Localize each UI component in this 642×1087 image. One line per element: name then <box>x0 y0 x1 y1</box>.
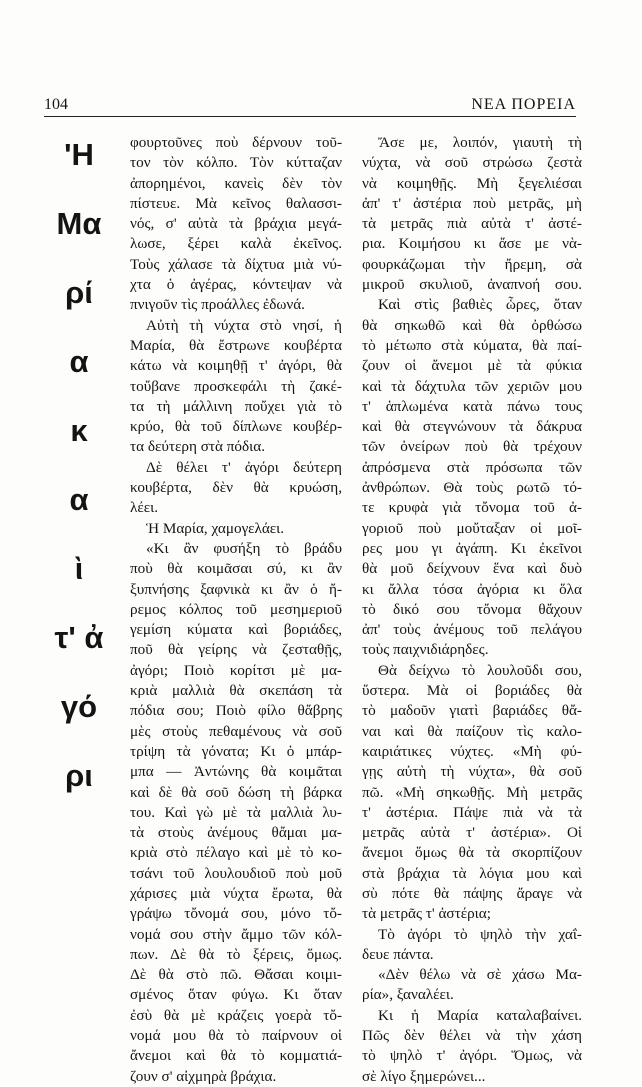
text-line: καὶ τὰ δάχτυλα τῶν χεριῶν μου <box>362 377 582 395</box>
text-line: ρια. Κοιμήσου κι ἄσε με νὰ- <box>362 235 582 253</box>
text-line: ζουν οἱ ἄνεμοι μὲ τὰ φύκια <box>362 357 582 375</box>
text-line: θὰ σηκωθῶ καὶ θὰ ὀρθώσω <box>362 316 582 334</box>
text-line: πνιγοῦν τὶς προάλλες ἐδωνά. <box>130 296 305 314</box>
page-header <box>44 96 576 117</box>
text-line: κριὰ στὸ πέλαγο καὶ μὲ τὸ κο- <box>130 844 342 862</box>
title-fragment: α <box>69 482 89 517</box>
text-line: ρία», ξαναλέει. <box>362 986 454 1004</box>
text-line: τὸ μαδοῦν γιατὶ βαριάδες θἄ- <box>362 702 582 720</box>
text-line: ἐσὺ θὰ μὲ κράζεις γοερὰ τὄ- <box>130 1006 342 1024</box>
text-line: Κι ἡ Μαρία καταλαβαίνει. <box>378 1006 582 1024</box>
text-line: μετρᾶς αὐτὰ τ' ἀστέρια». Οἱ <box>362 824 582 842</box>
text-line: ρεμος κόλπος τοῦ μεσημεριοῦ <box>130 600 342 618</box>
text-line: «Δὲν θέλω νὰ σὲ χάσω Μα- <box>378 966 582 984</box>
text-line: μπα — Ἀντώνης θὰ κοιμᾶται <box>130 763 342 781</box>
text-line: ξυπνήσης ξαφνικὰ κι ἂν ὁ ἤ- <box>130 580 342 598</box>
text-line: δευε πάντα. <box>362 945 434 963</box>
text-line: Αὐτὴ τὴ νύχτα στὸ νησί, ἡ <box>146 316 342 334</box>
text-line: Καὶ στὶς βαθιὲς ὧρες, ὅταν <box>378 296 582 314</box>
text-line: τὸ δικό σου τὄνομα θἄχουν <box>362 600 582 618</box>
text-line: Τὸ ἀγόρι τὸ ψηλὸ τὴν χαΐ- <box>378 925 582 943</box>
text-line: ρες μου γι ἀγάπη. Κι ἐκεῖνοι <box>362 539 582 557</box>
title-fragment: ρι <box>65 758 93 793</box>
text-line: κι ἄλλα τόσα ἀγόρια κι ὅλα <box>362 580 582 598</box>
text-line: Πῶς δὲν θέλει νὰ τὴν χάση <box>362 1027 582 1045</box>
text-line: πόδια σου; Ποιὸ φίλο θἄβρης <box>130 702 342 720</box>
text-line: νύχτα, νὰ σοῦ στρώσω ζεστὰ <box>362 154 582 172</box>
title-fragment: Μα <box>56 206 102 241</box>
page-number: 104 <box>44 96 68 113</box>
title-fragment: α <box>69 344 89 379</box>
text-line: ἀγόρι; Ποιὸ κορίτσι μὲ μα- <box>130 661 342 679</box>
text-line: τρίψη τὰ γόνατα; Κι ὁ μπάρ- <box>130 742 342 760</box>
text-line: πίστευε. Μὰ κεῖνος θαλασσι- <box>130 194 342 212</box>
text-line: Ἄσε με, λοιπόν, γιαυτὴ τὴ <box>378 134 582 151</box>
text-line: γεμίση κύματα καὶ βοριάδες, <box>130 621 342 639</box>
text-line: φουρτοῦνες ποὺ δέρνουν τοῦ- <box>130 134 342 151</box>
text-line: στὰ βράχια τὰ λόγια μου καὶ <box>362 864 582 882</box>
text-line: ἀνθρώπων. Θὰ τοὺς ρωτῶ τό- <box>362 479 582 497</box>
text-line: φουρκάζωμαι τὴν ἤρεμη, σὰ <box>362 255 582 273</box>
text-line: τοὔβανε προσκεφάλι τὴ ζακέ- <box>130 377 342 395</box>
text-line: κρύο, θὰ τοῦ δίπλωνε κουβέρ- <box>130 418 342 436</box>
text-line: τσάνι τοῦ λουλουδιοῦ ποὺ μοῦ <box>130 864 342 882</box>
text-line: χτα ὁ ἀγέρας, κόντεψαν νὰ <box>130 276 342 294</box>
text-line: τοὺς παιχνιδιάρηδες. <box>362 641 489 659</box>
title-fragment: τ' ἀ <box>54 620 104 655</box>
text-line: ἀπορημένοι, κανεὶς δὲν τὸν <box>130 174 342 192</box>
text-line: κάτω νὰ κοιμηθῇ τ' ἀγόρι, θὰ <box>130 357 342 375</box>
text-column-left <box>130 133 342 1087</box>
text-line: τα δεύτερη στὰ πόδια. <box>130 438 266 456</box>
text-line: «Κι ἂν φυσήξη τὸ βράδυ <box>146 539 342 557</box>
text-line: Δὲ θέλει τ' ἀγόρι δεύτερη <box>146 458 342 476</box>
text-line: ἀπ' τ' ἀστέρια ποὺ μετρᾶς, μὴ <box>362 194 582 212</box>
vertical-title <box>44 120 114 810</box>
text-line: τῶν ὀνείρων ποὺ θὰ τρέχουν <box>362 438 582 456</box>
text-line: ἀπρόσμενα στὰ πρόσωπα τῶν <box>362 458 582 476</box>
text-line: ἄνεμοι ὅμως θὰ τὰ σκορπίζουν <box>362 844 582 862</box>
text-line: μὲς στοὺς πεθαμένους νὰ σοῦ <box>130 722 342 740</box>
running-title: ΝΕΑ ΠΟΡΕΙΑ <box>471 96 576 113</box>
text-line: γῃς αὐτὴ τὴ νύχτα», θὰ σοῦ <box>362 763 582 781</box>
text-line: Δὲ θὰ στὸ πῶ. Θἄσαι κοιμι- <box>130 966 342 984</box>
title-fragment: ρί <box>65 275 93 310</box>
text-line: ποὺ θὰ κοιμᾶσαι σύ, κι ἂν <box>130 560 342 578</box>
text-line: τον τὸν κόλπο. Τὸν κύτταζαν <box>130 154 342 172</box>
title-fragment: γό <box>60 689 98 724</box>
text-line: νομά σου στὴν ἄμμο τῶν κόλ- <box>130 925 342 943</box>
text-line: πῶ. «Μὴ σηκωθῇς. Μὴ μετρᾶς <box>362 783 582 801</box>
text-line: τα τὴ μάλλινη ποὔχει γιὰ τὸ <box>130 397 342 415</box>
text-line: κουβέρτα, δὲν θὰ κρυώση, <box>130 479 342 497</box>
text-line: ναι καὶ θὰ παίζουν τὶς καλο- <box>362 722 582 740</box>
text-line: Θὰ δείχνω τὸ λουλοῦδι σου, <box>378 661 582 679</box>
text-line: καιριάτικες νύχτες. «Μὴ φύ- <box>362 742 582 760</box>
text-line: θὰ μοῦ δείχνουν ἕνα καὶ δυὸ <box>362 560 582 578</box>
text-line: ἀπ' τοὺς ἀνέμους τοῦ πελάγου <box>362 621 582 639</box>
text-line: σὲ λίγο ξημερώνει... <box>362 1067 486 1085</box>
text-line: του. Καὶ γὼ μὲ τὰ μαλλιὰ λυ- <box>130 803 342 821</box>
text-line: νὰ κοιμηθῇς. Μὴ ξεγελιέσαι <box>362 174 582 192</box>
text-line: τὰ μετρᾶς τ' ἀστέρια; <box>362 905 491 923</box>
text-line: ποῦ θὰ γείρης νὰ ζεσταθῇς, <box>130 641 342 659</box>
text-line: καὶ δὲ θὰ σοῦ δώση τὴ βάρκα <box>130 783 342 801</box>
text-line: τὰ στοὺς ἀνέμους θἄμαι μα- <box>130 824 342 842</box>
text-line: τε κρυφὰ γιὰ τὄνομα τοῦ ἀ- <box>362 499 582 517</box>
text-line: σὺ πότε θὰ πάψης ἄραγε νὰ <box>362 884 582 902</box>
text-line: ὕστερα. Μὰ οἱ βοριάδες θὰ <box>362 682 582 700</box>
text-line: λέει. <box>130 499 159 517</box>
text-line: καὶ θὰ στεγνώνουν τὰ δάκρυα <box>362 418 582 436</box>
text-line: τὰ μετρᾶς πιὰ αὐτὰ τ' ἀστέ- <box>362 215 582 233</box>
text-line: γοριοῦ ποὺ μοὔταξαν οἱ μοῖ- <box>362 519 582 537</box>
text-line: ἄνεμοι καὶ θὰ τὸ κομματιά- <box>130 1047 342 1065</box>
text-line: πων. Δὲ θὰ τὸ ξέρεις, ὅμως. <box>130 945 342 963</box>
title-fragment: ὶ <box>74 551 84 586</box>
title-fragment: κ <box>70 413 88 448</box>
text-line: τὸ μέτωπο στὰ κύματα, θὰ παί- <box>362 336 582 354</box>
text-line: τ' ἀστέρια. Πάψε πιὰ νὰ τὰ <box>362 803 582 821</box>
text-line: σμένος ὅταν φύγω. Κι ὅταν <box>130 986 342 1004</box>
text-line: τ' ἁπλωμένα κατὰ πάνω τους <box>362 397 582 415</box>
text-line: νός, σ' αὐτὰ τὰ βράχια μεγά- <box>130 215 342 233</box>
text-line: γράψω τὄνομά σου, μόνο τὄ- <box>130 905 342 923</box>
title-fragment: 'Η <box>64 137 94 172</box>
text-line: κριὰ μαλλιὰ θὰ σκεπάση τὰ <box>130 682 342 700</box>
text-line: χάρισες μιὰ νύχτα ἔρωτα, θὰ <box>130 884 342 902</box>
text-line: λωσε, ξέρει καλὰ ἐκεῖνος. <box>130 235 342 253</box>
text-line: τὸ ψηλὸ τ' ἀγόρι. Ὅμως, νὰ <box>362 1047 582 1065</box>
text-column-right <box>362 133 582 1087</box>
text-line: μικροῦ σκυλιοῦ, ἀναπνοή σου. <box>362 276 582 294</box>
text-line: Μαρία, θὰ ἔστρωνε κουβέρτα <box>130 336 342 354</box>
text-line: Τοὺς χάλασε τὰ δίχτυα μιὰ νύ- <box>130 255 342 273</box>
text-line: Ἡ Μαρία, χαμογελάει. <box>146 519 285 537</box>
text-line: ζουν σ' αἰχμηρὰ βράχια. <box>130 1067 277 1085</box>
text-line: νομά μου θὰ τὸ παίρνουν οἱ <box>130 1027 342 1045</box>
